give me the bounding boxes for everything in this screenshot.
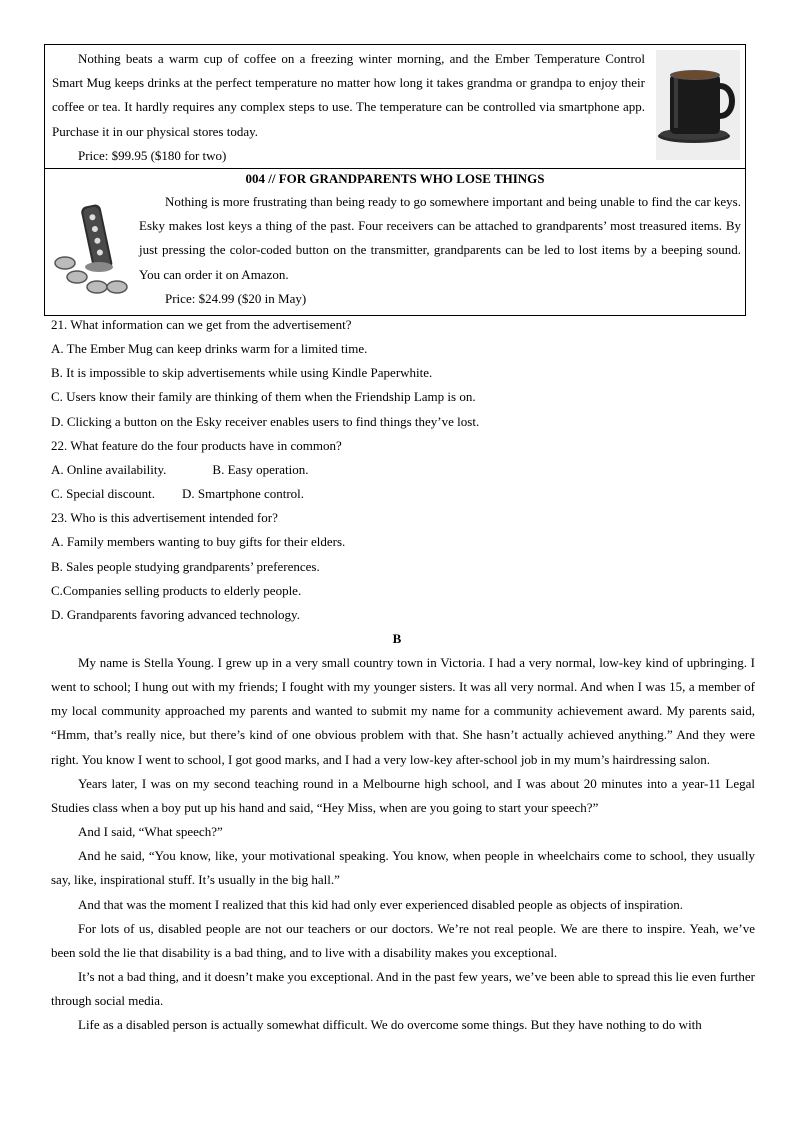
paragraph: Years later, I was on my second teaching round in a Melbourne high school, and I was about 20 minutes into a year-11 Legal Studies class when a boy put up his hand and said, “Hey Miss, when are you going to start your speech?” [51, 775, 755, 815]
paragraph: Life as a disabled person is actually somewhat difficult. We do overcome some things. But they have nothing to do with [78, 1017, 702, 1033]
options-22-row1 [51, 458, 751, 482]
question-21: 21. What information can we get from the advertisement? [51, 317, 352, 332]
option-21b: B. It is impossible to skip advertisements while using Kindle Paperwhite. [51, 365, 433, 381]
key-finder-icon [51, 199, 129, 299]
option-21c: C. Users know their family are thinking of them when the Friendship Lamp is on. [51, 389, 476, 405]
option-23d: D. Grandparents favoring advanced technology. [51, 606, 300, 622]
paragraph: For lots of us, disabled people are not our teachers or our doctors. We’re not real people. We are there to inspire. Yeah, we’ve been sold the lie that disability is a bad thing, and to live with a disability makes you exceptional. [51, 920, 755, 960]
section-b-heading: B [392, 631, 402, 646]
mug-icon [656, 50, 740, 160]
option-22b: B. Easy operation. [212, 461, 309, 477]
ad-esky-body: Nothing is more frustrating than being ready to go somewhere important and being unable to find the car keys. Esky makes lost keys a thing of the past. Four receivers can be attached to grandparents’ most treasured items. By just pressing the color-coded button on the transmitter, grandparents can be led to lost items by a beeping sound. You can order it on Amazon. [139, 194, 741, 282]
question-22: 22. What feature do the four products have in common? [51, 437, 342, 453]
questions [51, 313, 751, 627]
options-22-row2 [51, 482, 751, 506]
paragraph: And he said, “You know, like, your motivational speaking. You know, when people in wheelchairs come to school, they usually say, like, inspirational stuff. It’s usually in the big hall.” [51, 848, 755, 888]
option-22a: A. Online availability. [51, 461, 167, 477]
section-b-passage [51, 651, 755, 1038]
paragraph: It’s not a bad thing, and it doesn’t make you exceptional. And in the past few years, we’ve been able to spread this lie even further through social media. [51, 969, 755, 1009]
paragraph: And I said, “What speech?” [78, 824, 223, 840]
ad-ember-body: Nothing beats a warm cup of coffee on a freezing winter morning, and the Ember Temperature Control Smart Mug keeps drinks at the perfect temperature no matter how long it takes grandma or grandpa to enjoy their coffee or tea. It hardly requires any complex steps to use. The temperature can be controlled via smartphone app. Purchase it in our physical stores today. [52, 51, 645, 139]
option-23c: C.Companies selling products to elderly people. [51, 582, 302, 598]
question-23: 23. Who is this advertisement intended for? [51, 510, 278, 526]
ad-ember-text [52, 47, 645, 168]
option-21d: D. Clicking a button on the Esky receiver enables users to find things they’ve lost. [51, 413, 480, 429]
option-22d: D. Smartphone control. [182, 486, 305, 502]
key-finder-image [51, 199, 129, 299]
ad-ember-price: Price: $99.95 ($180 for two) [78, 147, 227, 163]
paragraph: And that was the moment I realized that this kid had only ever experienced disabled people as objects of inspiration. [78, 896, 684, 912]
ad-esky-title: 004 // FOR GRANDPARENTS WHO LOSE THINGS [245, 171, 545, 186]
option-21a: A. The Ember Mug can keep drinks warm for a limited time. [51, 341, 368, 357]
ad-esky-text [139, 190, 741, 311]
ad-esky-price: Price: $24.99 ($20 in May) [165, 290, 307, 306]
option-22c: C. Special discount. [51, 486, 155, 502]
option-23b: B. Sales people studying grandparents’ preferences. [51, 558, 320, 574]
ad-esky [44, 168, 746, 316]
smart-mug-image [656, 50, 740, 160]
ad-ember-mug [44, 44, 746, 169]
paragraph: My name is Stella Young. I grew up in a very small country town in Victoria. I had a very normal, low-key kind of upbringing. I went to school; I hung out with my friends; I fought with my younger sisters. It was all very normal. And when I was 15, a member of my local community approached my parents and wanted to submit my name for a community achievement award. My parents said, “Hmm, that’s really nice, but there’s kind of one obvious problem with that. She hasn’t actually achieved anything.” And they were right. You know I went to school, I got good marks, and I had a very low-key after-school job in my mum’s hairdressing salon. [51, 655, 755, 767]
option-23a: A. Family members wanting to buy gifts for their elders. [51, 534, 346, 550]
